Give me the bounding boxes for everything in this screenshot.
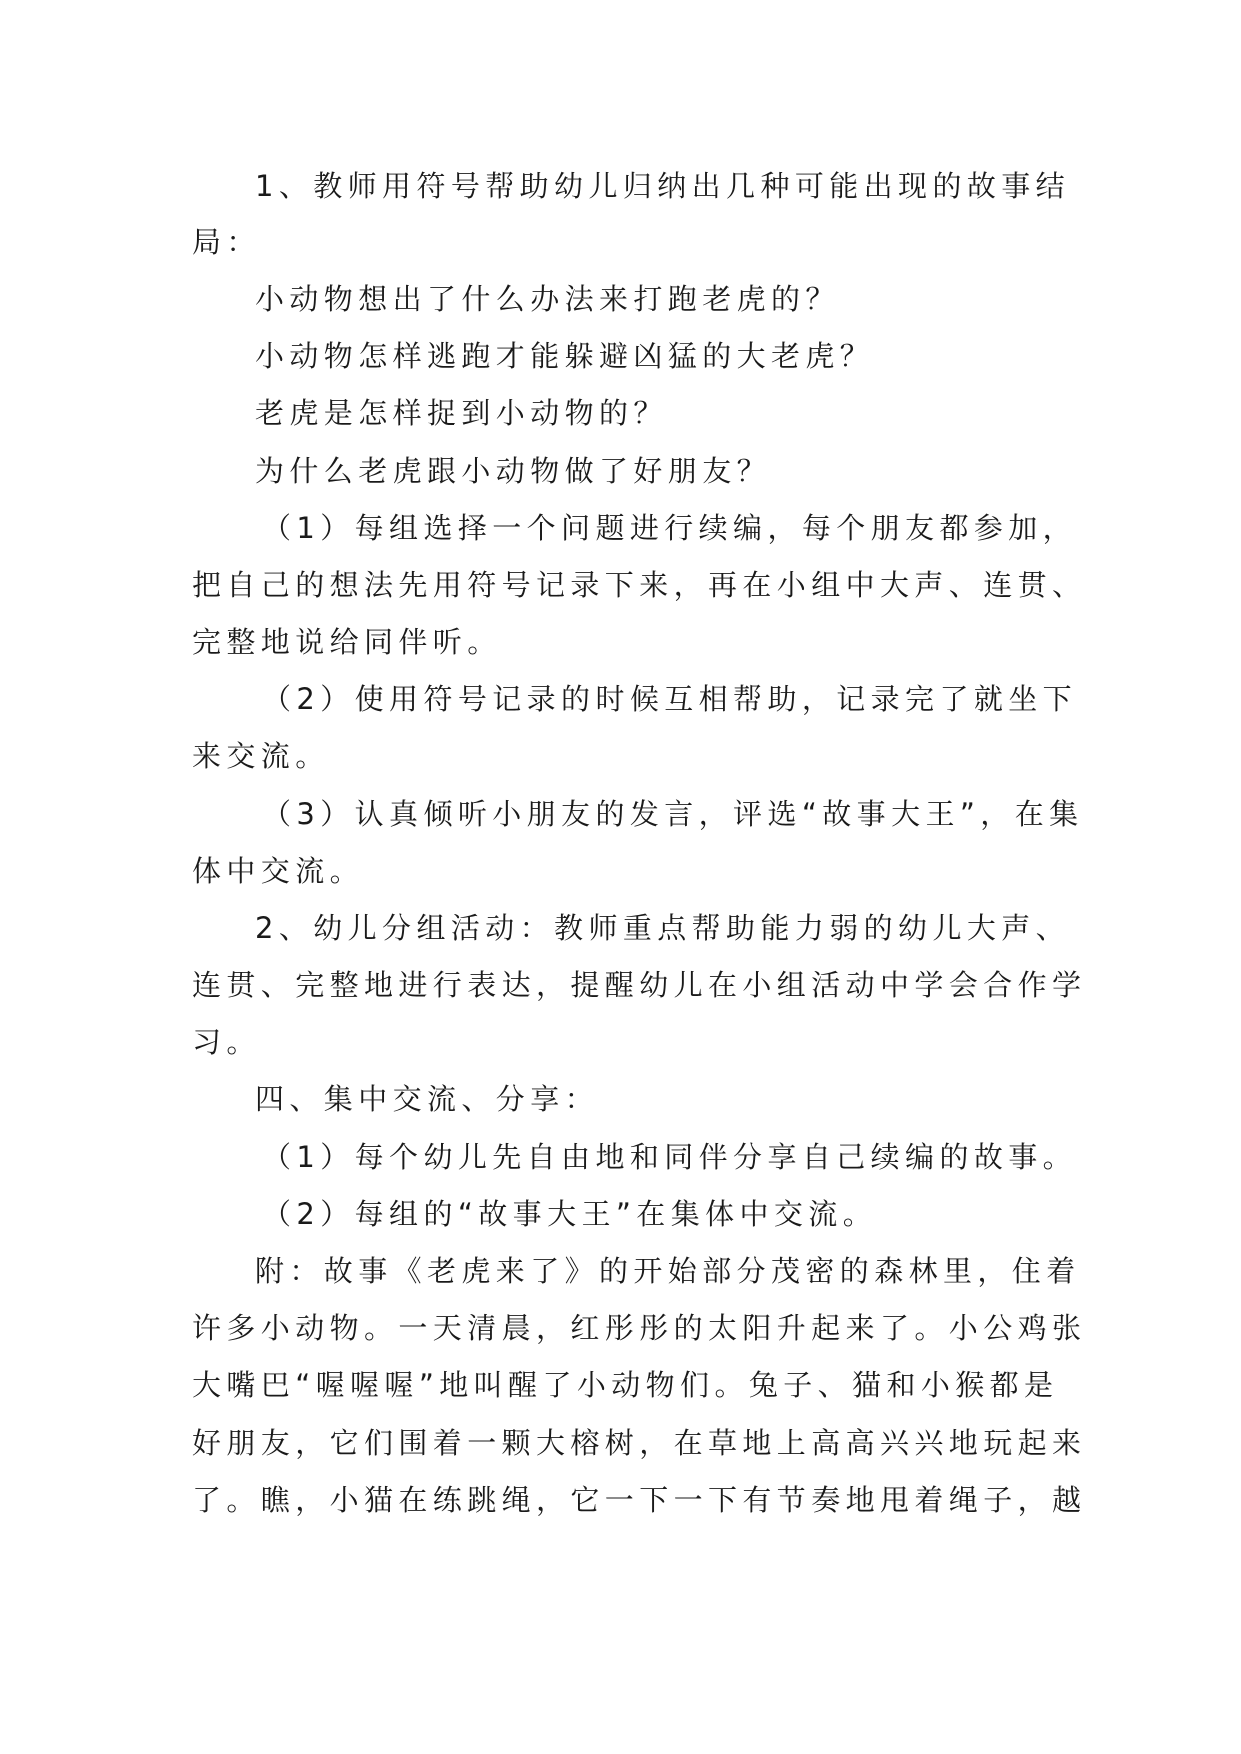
paragraph-line: 大嘴巴“喔喔喔”地叫醒了小动物们。兔子、猫和小猴都是 xyxy=(192,1368,1059,1402)
paragraph-line: （1）每个幼儿先自由地和同伴分享自己续编的故事。 xyxy=(262,1140,1078,1174)
paragraph-line: 局： xyxy=(192,225,261,259)
paragraph-line: （2）每组的“故事大王”在集体中交流。 xyxy=(262,1197,878,1231)
paragraph-line: 来交流。 xyxy=(192,739,330,773)
paragraph-line: 习。 xyxy=(192,1025,261,1059)
paragraph-line: 老虎是怎样捉到小动物的？ xyxy=(255,396,668,430)
paragraph-line: （1）每组选择一个问题进行续编，每个朋友都参加， xyxy=(262,511,1078,545)
paragraph-line: （3）认真倾听小朋友的发言，评选“故事大王”，在集 xyxy=(262,797,1084,831)
paragraph-line: 为什么老虎跟小动物做了好朋友？ xyxy=(255,454,772,488)
paragraph-line: 了。瞧，小猫在练跳绳，它一下一下有节奏地甩着绳子，越 xyxy=(192,1483,1087,1517)
paragraph-line: 附：故事《老虎来了》的开始部分茂密的森林里，住着 xyxy=(255,1254,1081,1288)
paragraph-line: 2、幼儿分组活动：教师重点帮助能力弱的幼儿大声、 xyxy=(255,911,1071,945)
section-heading: 四、集中交流、分享： xyxy=(255,1082,600,1116)
paragraph-line: 好朋友，它们围着一颗大榕树，在草地上高高兴兴地玩起来 xyxy=(192,1426,1087,1460)
paragraph-line: 1、教师用符号帮助幼儿归纳出几种可能出现的故事结 xyxy=(255,169,1071,203)
paragraph-line: 把自己的想法先用符号记录下来，再在小组中大声、连贯、 xyxy=(192,568,1087,602)
paragraph-line: 完整地说给同伴听。 xyxy=(192,625,502,659)
paragraph-line: 连贯、完整地进行表达，提醒幼儿在小组活动中学会合作学 xyxy=(192,968,1087,1002)
paragraph-line: 小动物想出了什么办法来打跑老虎的？ xyxy=(255,282,840,316)
paragraph-line: 体中交流。 xyxy=(192,854,365,888)
paragraph-line: （2）使用符号记录的时候互相帮助，记录完了就坐下 xyxy=(262,682,1078,716)
paragraph-line: 许多小动物。一天清晨，红彤彤的太阳升起来了。小公鸡张 xyxy=(192,1311,1087,1345)
paragraph-line: 小动物怎样逃跑才能躲避凶猛的大老虎？ xyxy=(255,339,875,373)
